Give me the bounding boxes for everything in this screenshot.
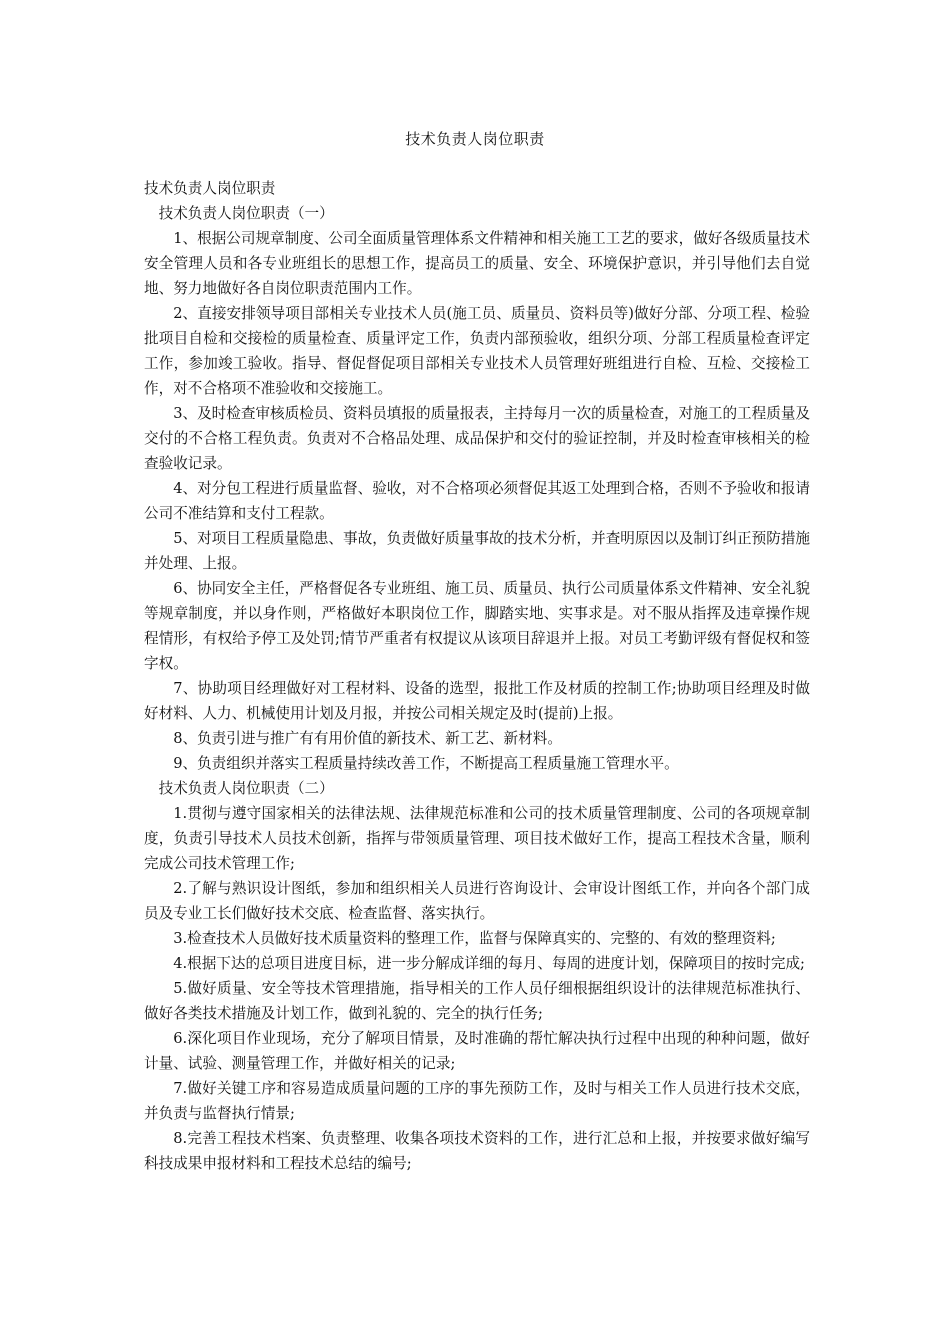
paragraph: 4、对分包工程进行质量监督、验收，对不合格项必须督促其返工处理到合格，否则不予验收和报请公司不准结算和支付工程款。 — [144, 480, 811, 522]
paragraph: 7.做好关键工序和容易造成质量问题的工序的事先预防工作，及时与相关工作人员进行技术交底，并负责与监督执行情景; — [144, 1080, 810, 1122]
paragraph: 3、及时检查审核质检员、资料员填报的质量报表，主持每月一次的质量检查，对施工的工程质量及交付的不合格工程负责。负责对不合格品处理、成品保护和交付的验证控制，并及时检查审核相关的检查验收记录。 — [144, 405, 811, 472]
paragraph: 9、负责组织并落实工程质量持续改善工作，不断提高工程质量施工管理水平。 — [173, 755, 679, 772]
document-body — [144, 176, 810, 1176]
paragraph: 2、直接安排领导项目部相关专业技术人员(施工员、质量员、资料员等)做好分部、分项工程、检验批项目自检和交接检的质量检查、质量评定工作，负责内部预验收，组织分项、分部工程质量检查评定工作，参加竣工验收。指导、督促督促项目部相关专业技术人员管理好班组进行自检、互检、交接检工作，对不合格项不准验收和交接施工。 — [144, 305, 810, 397]
paragraph: 2.了解与熟识设计图纸，参加和组织相关人员进行咨询设计、会审设计图纸工作，并向各个部门成员及专业工长们做好技术交底、检查监督、落实执行。 — [144, 880, 810, 922]
main-heading: 技术负责人岗位职责 — [144, 180, 276, 197]
paragraph: 6、协同安全主任，严格督促各专业班组、施工员、质量员、执行公司质量体系文件精神、安全礼貌等规章制度，并以身作则，严格做好本职岗位工作，脚踏实地、实事求是。对不服从指挥及违章操作规程情形，有权给予停工及处罚;情节严重者有权提议从该项目辞退并上报。对员工考勤评级有督促权和签字权。 — [144, 580, 811, 672]
paragraph: 5、对项目工程质量隐患、事故，负责做好质量事故的技术分析，并查明原因以及制订纠正预防措施并处理、上报。 — [144, 530, 811, 572]
paragraph: 4.根据下达的总项目进度目标，进一步分解成详细的每月、每周的进度计划，保障项目的按时完成; — [173, 955, 805, 972]
document-title: 技术负责人岗位职责 — [405, 130, 545, 148]
paragraph: 1、根据公司规章制度、公司全面质量管理体系文件精神和相关施工工艺的要求，做好各级质量技术安全管理人员和各专业班组长的思想工作，提高员工的质量、安全、环境保护意识，并引导他们去自觉地、努力地做好各自岗位职责范围内工作。 — [144, 230, 811, 297]
section-heading-1: 技术负责人岗位职责（一） — [158, 205, 334, 222]
paragraph: 3.检查技术人员做好技术质量资料的整理工作，监督与保障真实的、完整的、有效的整理资料; — [173, 930, 776, 947]
paragraph: 5.做好质量、安全等技术管理措施，指导相关的工作人员仔细根据组织设计的法律规范标准执行、做好各类技术措施及计划工作，做到礼貌的、完全的执行任务; — [144, 980, 810, 1022]
paragraph: 1.贯彻与遵守国家相关的法律法规、法律规范标准和公司的技术质量管理制度、公司的各项规章制度，负责引导技术人员技术创新，指挥与带领质量管理、项目技术做好工作，提高工程技术含量，顺利完成公司技术管理工作; — [144, 805, 810, 872]
section-heading-2: 技术负责人岗位职责（二） — [158, 780, 334, 797]
paragraph: 6.深化项目作业现场，充分了解项目情景，及时准确的帮忙解决执行过程中出现的种种问题，做好计量、试验、测量管理工作，并做好相关的记录; — [144, 1030, 810, 1072]
paragraph: 7、协助项目经理做好对工程材料、设备的选型，报批工作及材质的控制工作;协助项目经理及时做好材料、人力、机械使用计划及月报，并按公司相关规定及时(提前)上报。 — [144, 680, 810, 722]
paragraph: 8.完善工程技术档案、负责整理、收集各项技术资料的工作，进行汇总和上报，并按要求做好编写科技成果申报材料和工程技术总结的编号; — [144, 1130, 810, 1172]
paragraph: 8、负责引进与推广有有用价值的新技术、新工艺、新材料。 — [173, 730, 562, 747]
